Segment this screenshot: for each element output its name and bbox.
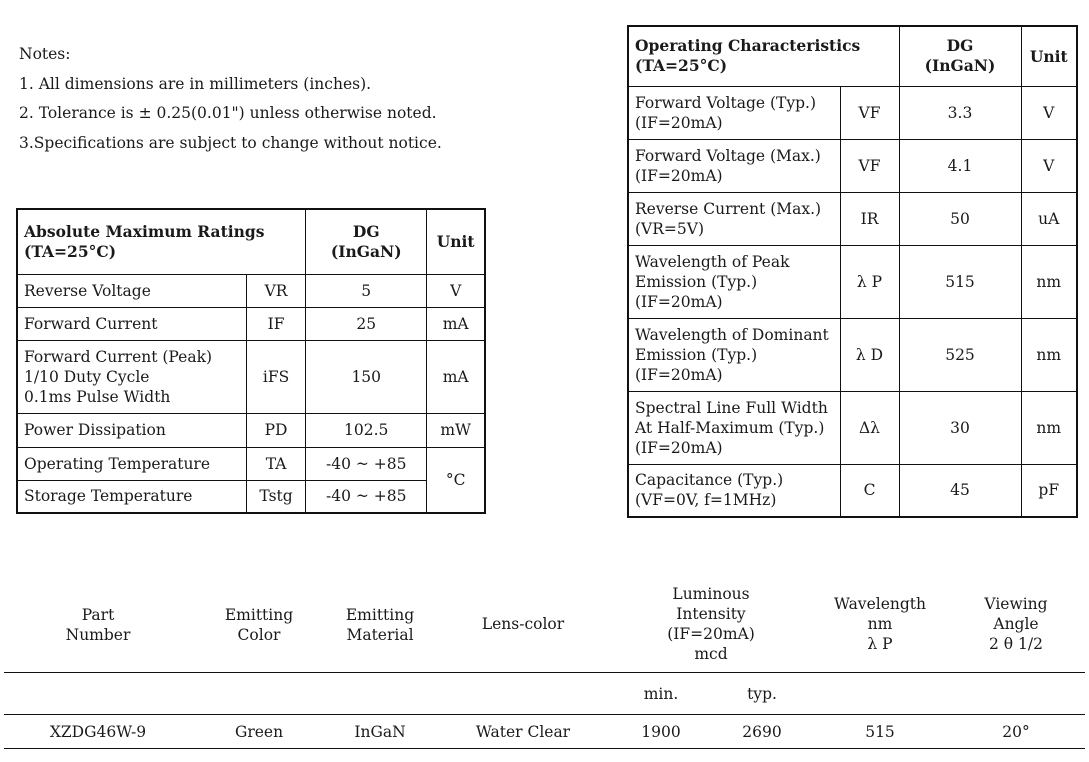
column-header-dg-line: DG	[352, 221, 380, 241]
header-line: Part	[81, 606, 115, 624]
symbol-cell: PD	[246, 413, 305, 447]
param-line: (IF=20mA)	[635, 365, 723, 384]
value-cell: 525	[899, 318, 1021, 391]
value-cell: 45	[899, 464, 1021, 517]
luminous-typ-cell: 2690	[742, 723, 782, 741]
table-row	[628, 139, 1077, 192]
row-divider	[4, 748, 1085, 749]
note-item: 1. All dimensions are in millimeters (inches).	[19, 74, 372, 93]
table-row	[628, 318, 1077, 391]
unit-cell: V	[1021, 86, 1077, 139]
table-row	[17, 340, 485, 413]
header-luminous-intensity	[636, 584, 786, 664]
param-line: (IF=20mA)	[635, 438, 723, 457]
header-wavelength	[815, 594, 945, 654]
param-cell	[628, 245, 840, 318]
symbol-cell: Δλ	[840, 391, 899, 464]
param-cell	[628, 318, 840, 391]
viewing-angle-cell: 20°	[1002, 723, 1030, 741]
column-header-unit: Unit	[427, 209, 485, 274]
header-line: λ P	[867, 635, 893, 653]
column-header-unit: Unit	[1021, 26, 1077, 86]
unit-cell: mW	[427, 413, 485, 447]
table-row	[17, 413, 485, 447]
param-cell: Storage Temperature	[17, 480, 246, 513]
table-row	[17, 307, 485, 340]
symbol-cell: iFS	[246, 340, 305, 413]
header-emitting-color	[199, 605, 319, 645]
param-line: At Half-Maximum (Typ.)	[635, 418, 825, 437]
column-header-dg-line: DG	[946, 36, 974, 56]
table-title-cell	[628, 26, 899, 86]
symbol-cell: VF	[840, 139, 899, 192]
param-cell	[628, 464, 840, 517]
subheader-typ: typ.	[747, 685, 777, 703]
table-row	[628, 391, 1077, 464]
column-header-dg	[899, 26, 1021, 86]
header-line: Viewing	[984, 595, 1048, 613]
param-line: (IF=20mA)	[635, 113, 723, 132]
value-cell: 25	[306, 307, 427, 340]
param-cell	[628, 139, 840, 192]
value-cell: -40 ~ +85	[306, 447, 427, 480]
value-cell: 3.3	[899, 86, 1021, 139]
header-emitting-material	[320, 605, 440, 645]
table-title: Absolute Maximum Ratings	[24, 221, 265, 241]
value-cell: 150	[306, 340, 427, 413]
param-line: (VR=5V)	[635, 219, 705, 238]
subheader-divider	[4, 714, 1085, 715]
note-item: 2. Tolerance is ± 0.25(0.01") unless otherwise noted.	[19, 104, 437, 122]
subheader-min: min.	[643, 685, 679, 703]
unit-cell: nm	[1021, 318, 1077, 391]
symbol-cell: VF	[840, 86, 899, 139]
header-viewing-angle	[951, 594, 1081, 654]
unit-cell: mA	[427, 307, 485, 340]
wavelength-cell: 515	[865, 723, 895, 741]
notes-block	[19, 40, 442, 158]
luminous-min-cell: 1900	[641, 723, 681, 741]
param-cell	[628, 86, 840, 139]
table-title: Operating Characteristics	[635, 36, 861, 56]
column-header-dg	[306, 209, 427, 274]
unit-cell: uA	[1021, 192, 1077, 245]
table-condition: (TA=25°C)	[24, 241, 117, 261]
header-divider	[4, 672, 1085, 673]
table-title-cell	[17, 209, 306, 274]
param-line: Forward Current (Peak)	[24, 347, 213, 366]
emitting-material-cell: InGaN	[354, 723, 406, 741]
header-line: Emitting	[224, 606, 294, 624]
value-cell: 4.1	[899, 139, 1021, 192]
part-spec-table	[0, 580, 1089, 762]
param-line: Forward Voltage (Max.)	[635, 146, 821, 165]
header-part-number	[38, 605, 158, 645]
unit-cell: mA	[427, 340, 485, 413]
table-row	[628, 464, 1077, 517]
symbol-cell: VR	[246, 274, 305, 307]
param-line: Emission (Typ.)	[635, 345, 758, 364]
param-line: (VF=0V, f=1MHz)	[635, 491, 777, 510]
header-line: Number	[65, 626, 131, 644]
header-line: Intensity	[676, 605, 746, 623]
param-line: Spectral Line Full Width	[635, 398, 828, 417]
column-header-dg-line: (InGaN)	[924, 56, 996, 76]
header-line: Angle	[993, 615, 1039, 633]
emitting-color-cell: Green	[234, 723, 284, 741]
symbol-cell: λ D	[840, 318, 899, 391]
param-line: (IF=20mA)	[635, 292, 723, 311]
unit-cell: pF	[1021, 464, 1077, 517]
header-line: Lens-color	[481, 615, 565, 633]
param-cell: Reverse Voltage	[17, 274, 246, 307]
param-cell	[17, 340, 246, 413]
table-row	[628, 192, 1077, 245]
param-cell	[628, 192, 840, 245]
value-cell: 5	[306, 274, 427, 307]
symbol-cell: C	[840, 464, 899, 517]
notes-title: Notes:	[19, 45, 71, 63]
lens-color-cell: Water Clear	[475, 723, 571, 741]
table-row	[628, 86, 1077, 139]
table-row	[17, 447, 485, 480]
param-line: Wavelength of Dominant	[635, 325, 829, 344]
param-line: Capacitance (Typ.)	[635, 471, 784, 490]
value-cell: 30	[899, 391, 1021, 464]
symbol-cell: IR	[840, 192, 899, 245]
symbol-cell: TA	[246, 447, 305, 480]
table-row	[17, 480, 485, 513]
param-cell: Power Dissipation	[17, 413, 246, 447]
value-cell: 50	[899, 192, 1021, 245]
symbol-cell: Tstg	[246, 480, 305, 513]
header-line: Luminous	[672, 585, 750, 603]
header-line: Wavelength	[833, 595, 926, 613]
header-line: Emitting	[345, 606, 415, 624]
value-cell: 515	[899, 245, 1021, 318]
absolute-maximum-ratings-table	[16, 208, 486, 514]
part-number-cell: XZDG46W-9	[49, 723, 147, 741]
unit-cell: nm	[1021, 245, 1077, 318]
table-condition: (TA=25°C)	[635, 56, 728, 76]
param-cell: Operating Temperature	[17, 447, 246, 480]
param-line: 1/10 Duty Cycle	[24, 367, 150, 386]
header-line: nm	[867, 615, 893, 633]
unit-cell: V	[427, 274, 485, 307]
param-line: Emission (Typ.)	[635, 272, 758, 291]
symbol-cell: IF	[246, 307, 305, 340]
param-line: Reverse Current (Max.)	[635, 199, 822, 218]
note-item: 3.Specifications are subject to change without notice.	[19, 133, 442, 152]
param-cell	[628, 391, 840, 464]
temperature-unit-cell: °C	[427, 447, 485, 513]
unit-cell: nm	[1021, 391, 1077, 464]
param-line: Forward Voltage (Typ.)	[635, 93, 817, 112]
value-cell: 102.5	[306, 413, 427, 447]
header-line: Material	[346, 626, 414, 644]
param-cell: Forward Current	[17, 307, 246, 340]
column-header-dg-line: (InGaN)	[330, 241, 402, 261]
header-line: Color	[237, 626, 281, 644]
header-lens-color	[458, 614, 588, 634]
param-line: (IF=20mA)	[635, 166, 723, 185]
table-row	[17, 274, 485, 307]
header-line: mcd	[694, 645, 728, 663]
param-line: Wavelength of Peak	[635, 252, 790, 271]
value-cell: -40 ~ +85	[306, 480, 427, 513]
operating-characteristics-table	[627, 25, 1078, 518]
param-line: 0.1ms Pulse Width	[24, 387, 171, 406]
unit-cell: V	[1021, 139, 1077, 192]
table-row	[628, 245, 1077, 318]
symbol-cell: λ P	[840, 245, 899, 318]
header-line: 2 θ 1/2	[989, 635, 1043, 653]
header-line: (IF=20mA)	[667, 625, 755, 643]
